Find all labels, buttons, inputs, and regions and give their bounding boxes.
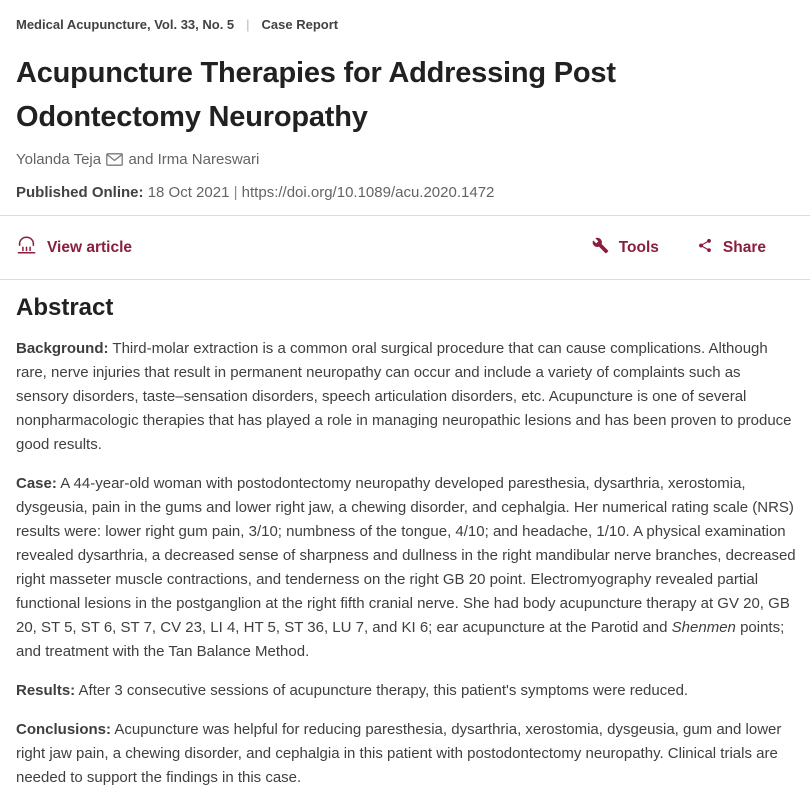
and-text: and	[128, 151, 154, 168]
conclusions-label: Conclusions:	[16, 721, 112, 738]
case-paragraph	[16, 472, 796, 664]
wrench-icon	[592, 237, 609, 259]
conclusions-paragraph	[16, 718, 796, 790]
authors-line	[16, 151, 796, 170]
view-article-label: View article	[47, 238, 133, 256]
tools-button[interactable]	[592, 237, 659, 259]
envelope-icon[interactable]	[106, 153, 123, 170]
doi-link[interactable]: https://doi.org/10.1089/acu.2020.1472	[241, 184, 495, 201]
institution-icon	[16, 235, 37, 260]
abstract-heading: Abstract	[16, 294, 114, 321]
published-line	[16, 184, 796, 201]
divider-bottom	[0, 279, 810, 280]
share-icon	[697, 237, 713, 259]
share-button[interactable]	[697, 237, 766, 259]
background-label: Background:	[16, 340, 109, 357]
page-title: Acupuncture Therapies for Addressing Post Odontectomy Neuropathy	[16, 57, 616, 133]
toolbar-right-group	[592, 237, 766, 259]
author-name-2[interactable]: Irma Nareswari	[157, 151, 260, 168]
author-name-1[interactable]: Yolanda Teja	[16, 151, 102, 168]
case-text-after: points; and treatment with the Tan Balance Method.	[16, 619, 785, 660]
pipe-separator: |	[246, 17, 250, 32]
published-label: Published Online:	[16, 184, 144, 201]
journal-link[interactable]: Medical Acupuncture, Vol. 33, No. 5	[16, 17, 235, 32]
background-text: Third-molar extraction is a common oral surgical procedure that can cause complications. Although rare, nerve injuries that result in permanent neuropathy can occur and include a variety of complaints such as sensory disorders, taste–sensation disorders, speech articulation disorders, etc. Acupuncture is one of several nonpharmacologic therapies that has played a role in managing neuropathic lesions and has been proven to produce good results.	[16, 340, 792, 453]
masthead	[16, 17, 796, 32]
case-label: Case:	[16, 475, 57, 492]
case-italic-term: Shenmen	[671, 619, 736, 636]
results-label: Results:	[16, 682, 76, 699]
published-date: 18 Oct 2021	[147, 184, 230, 201]
results-paragraph	[16, 679, 796, 703]
background-paragraph	[16, 337, 796, 457]
pipe-separator-2: |	[233, 184, 238, 201]
case-text: A 44-year-old woman with postodontectomy neuropathy developed paresthesia, dysarthria, xerostomia, dysgeusia, pain in the gums and lower right jaw, a chewing disorder, and cephalgia. Her numerical rating scale (NRS) results were: lower right gum pain, 3/10; numbness of the tongue, 4/10; and headache, 1/10. A physical examination revealed dysarthria, a decreased sense of sharpness and dullness in the right mandibular nerve branches, decreased right masseter muscle contractions, and tenderness on the right GB 20 point. Electromyography revealed partial functional lesions in the postganglion at the right fifth cranial nerve. She had body acupuncture therapy at GV 20, GB 20, ST 5, ST 6, ST 7, CV 23, LI 4, HT 5, ST 36, LU 7, and KI 6; ear acupuncture at the Parotid and	[16, 475, 796, 636]
article-toolbar	[16, 216, 796, 279]
tools-label: Tools	[618, 238, 659, 256]
article-type-label: Case Report	[261, 17, 339, 32]
results-text: After 3 consecutive sessions of acupuncture therapy, this patient's symptoms were reduced.	[78, 682, 689, 699]
conclusions-text: Acupuncture was helpful for reducing paresthesia, dysarthria, xerostomia, dysgeusia, gum and lower right jaw pain, a chewing disorder, and cephalgia in this patient with postodontectomy neuropathy. Clinical trials are needed to support the findings in this case.	[16, 721, 782, 786]
share-label: Share	[722, 238, 766, 256]
view-article-link[interactable]	[16, 235, 132, 260]
